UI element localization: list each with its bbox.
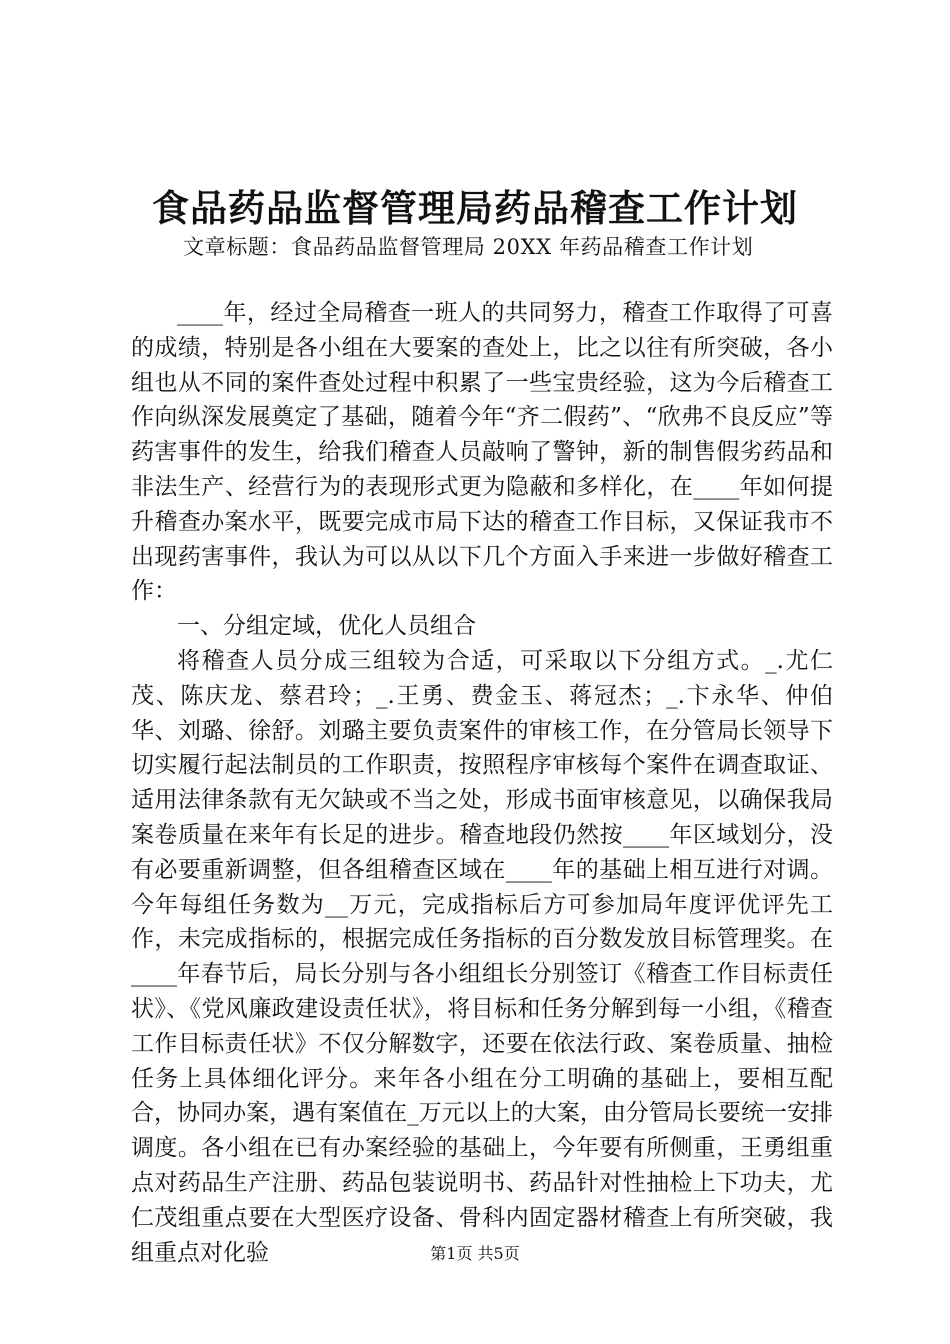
section-heading-1: 一、分组定域，优化人员组合	[177, 613, 476, 640]
page-footer: 第1页 共5页	[430, 1244, 520, 1263]
document-subtitle: 文章标题：食品药品监督管理局 20XX 年药品稽查工作计划	[183, 235, 754, 259]
document-body	[131, 296, 833, 1270]
document-title: 食品药品监督管理局药品稽查工作计划	[152, 186, 798, 230]
paragraph-intro: ____年，经过全局稽查一班人的共同努力，稽查工作取得了可喜的成绩，特别是各小组在大要案的查处上，比之以往有所突破，各小组也从不同的案件查处过程中积累了一些宝贵经验，这为今后稽查工作向纵深发展奠定了基础，随着今年“齐二假药”、“欣弗不良反应”等药害事件的发生，给我们稽查人员敲响了警钟，新的制售假劣药品和非法生产、经营行为的表现形式更为隐蔽和多样化，在____年如何提升稽查办案水平，既要完成市局下达的稽查工作目标，又保证我市不出现药害事件，我认为可以从以下几个方面入手来进一步做好稽查工作：	[131, 300, 833, 605]
paragraph-grouping: 将稽查人员分成三组较为合适，可采取以下分组方式。_.尤仁茂、陈庆龙、蔡君玲；_.王勇、费金玉、蒋冠杰；_.卞永华、仲伯华、刘璐、徐舒。刘璐主要负责案件的审核工作，在分管局长领导下切实履行起法制员的工作职责，按照程序审核每个案件在调查取证、适用法律条款有无欠缺或不当之处，形成书面审核意见，以确保我局案卷质量在来年有长足的进步。稽查地段仍然按____年区域划分，没有必要重新调整，但各组稽查区域在____年的基础上相互进行对调。今年每组任务数为__万元，完成指标后方可参加局年度评优评先工作，未完成指标的，根据完成任务指标的百分数发放目标管理奖。在____年春节后，局长分别与各小组组长分别签订《稽查工作目标责任状》、《党风廉政建设责任状》，将目标和任务分解到每一小组，《稽查工作目标责任状》不仅分解数字，还要在依法行政、案卷质量、抽检任务上具体细化评分。来年各小组在分工明确的基础上，要相互配合，协同办案，遇有案值在_万元以上的大案，由分管局长要统一安排调度。各小组在已有办案经验的基础上，今年要有所侧重，王勇组重点对药品生产注册、药品包装说明书、药品针对性抽检上下功夫，尤仁茂组重点要在大型医疗设备、骨科内固定器材稽查上有所突破，我组重点对化验	[131, 647, 833, 1266]
